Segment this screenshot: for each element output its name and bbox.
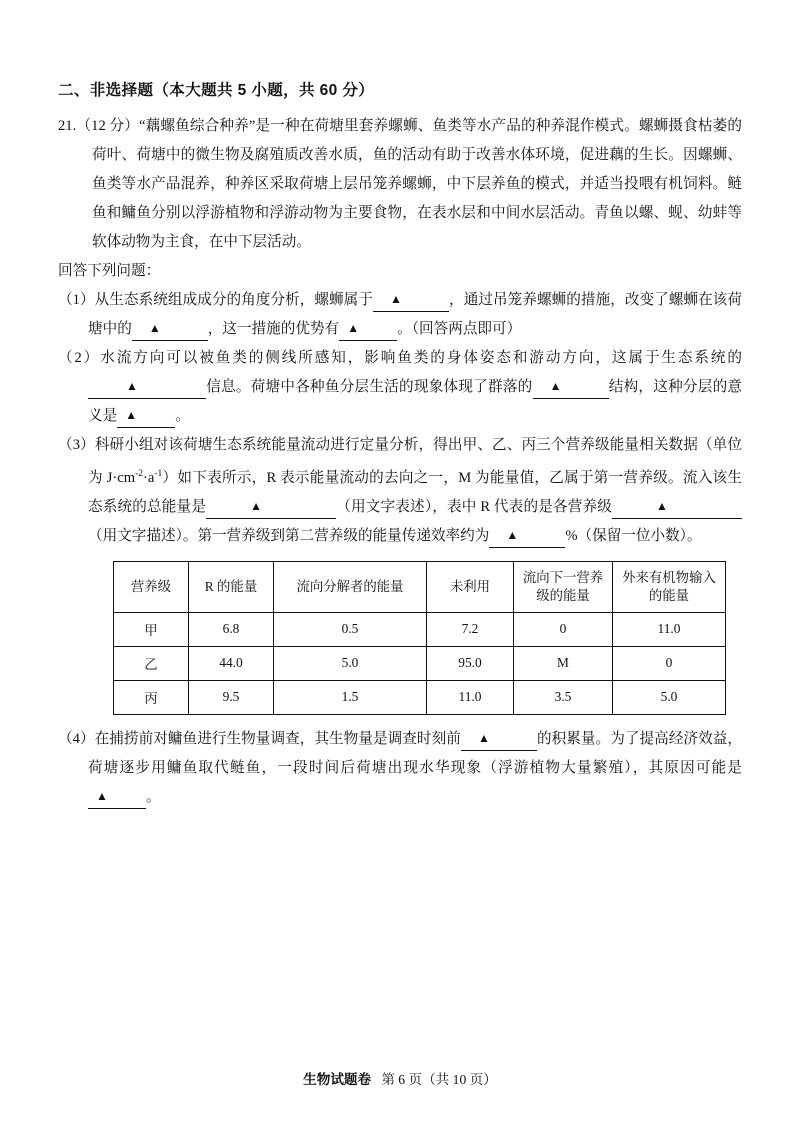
answer-blank[interactable]: ▲	[533, 375, 609, 399]
table-cell: 乙	[114, 646, 189, 680]
sub-3-text-d: （用文字描述）。第一营养级到第二营养级的能量传递效率约为	[88, 527, 490, 544]
table-row	[114, 646, 726, 680]
table-cell: 丙	[114, 680, 189, 714]
question-21-sub-3	[58, 431, 742, 551]
table-row	[114, 612, 726, 646]
sub-3-percent: %	[565, 527, 578, 544]
sub-4-label: （4）	[58, 730, 95, 747]
table-cell: 1.5	[274, 680, 427, 714]
energy-flow-table	[113, 561, 726, 715]
sub-3-text-b: ）如下表所示，R 表示能量流动的去向之一，M 为能量值，乙属于第一营养级。流入该生态系统的总能量是	[88, 469, 742, 515]
table-cell: 0	[514, 612, 613, 646]
answer-blank[interactable]: ▲	[339, 317, 397, 341]
question-21-sub-2	[58, 344, 742, 431]
sub-4-text-c: 。	[146, 788, 161, 805]
answer-blank[interactable]: ▲	[206, 495, 336, 519]
sub-1-text-a: 从生态系统组成成分的角度分析，螺蛳属于	[94, 292, 373, 308]
answer-blank[interactable]: ▲	[117, 404, 175, 428]
answer-blank[interactable]: ▲	[88, 375, 206, 399]
question-21-stem-text: “藕螺鱼综合种养”是一种在荷塘里套养螺蛳、鱼类等水产品的种养混作模式。螺蛳摄食枯萎的荷叶、荷塘中的微生物及腐殖质改善水质，鱼的活动有助于改善水体环境，促进藕的生长。因螺蛳、鱼类等水产品混养，种养区采取荷塘上层吊笼养螺蛳，中下层养鱼的模式，并适当投喂有机饲料。鲢鱼和鳙鱼分别以浮游植物和浮游动物为主要食物，在表水层和中间水层活动。青鱼以螺、蚬、幼蚌等软体动物为主食，在中下层活动。	[92, 118, 742, 250]
sub-3-unit-sup2: -1	[154, 469, 163, 479]
table-cell: 7.2	[427, 612, 514, 646]
table-cell: 9.5	[189, 680, 274, 714]
sub-3-unit-mid: ·a	[143, 469, 155, 486]
sub-3-text-e: （保留一位小数）。	[577, 527, 702, 544]
sub-2-text-b: 信息。荷塘中各种鱼分层生活的现象体现了群落的	[206, 379, 533, 395]
question-21-number: 21.	[58, 118, 77, 134]
sub-2-label: （2）	[58, 350, 101, 366]
sub-1-label: （1）	[58, 292, 95, 308]
sub-1-text-b: ，通过吊笼养螺蛳的措施，改变了螺蛳在该荷塘中的	[88, 292, 742, 337]
sub-3-label: （3）	[58, 437, 95, 453]
table-header-cell: 流向下一营养级的能量	[514, 561, 613, 612]
sub-2-text-c: 结构，这种分层的意义是	[88, 379, 742, 424]
table-cell: 5.0	[274, 646, 427, 680]
table-cell: 11.0	[613, 612, 726, 646]
sub-4-text-a: 在捕捞前对鳙鱼进行生物量调查，其生物量是调查时刻前	[94, 730, 461, 747]
sub-2-text-d: 。	[175, 408, 190, 424]
question-21-prompt: 回答下列问题：	[58, 263, 161, 279]
sub-3-text-a: 科研小组对该荷塘生态系统能量流动进行定量分析，得出甲、乙、丙三个营养级能量相关数据（单位为 J·cm	[88, 437, 742, 486]
table-cell: 甲	[114, 612, 189, 646]
table-cell: 6.8	[189, 612, 274, 646]
table-header-cell: 营养级	[114, 561, 189, 612]
table-header-row	[114, 561, 726, 612]
page-footer	[0, 1068, 800, 1088]
sub-3-unit-sup1: -2	[135, 469, 144, 479]
sub-1-text-c: ，这一措施的优势有	[207, 321, 340, 337]
question-21-stem	[58, 112, 742, 257]
table-cell: 0.5	[274, 612, 427, 646]
question-21-sub-1	[58, 286, 742, 344]
table-cell: 11.0	[427, 680, 514, 714]
answer-blank[interactable]: ▲	[612, 495, 742, 519]
table-header-cell: 外来有机物输入的能量	[613, 561, 726, 612]
section-heading: 二、非选择题（本大题共 5 小题，共 60 分）	[58, 82, 375, 99]
table-cell: 0	[613, 646, 726, 680]
table-cell: M	[514, 646, 613, 680]
table-cell: 44.0	[189, 646, 274, 680]
answer-blank[interactable]: ▲	[88, 785, 146, 809]
table-header-cell: 未利用	[427, 561, 514, 612]
question-21	[58, 112, 742, 812]
question-21-score: （12 分）	[76, 118, 140, 134]
sub-1-text-d: 。（回答两点即可）	[397, 321, 522, 337]
footer-page-info: 第 6 页（共 10 页）	[381, 1072, 497, 1087]
answer-blank[interactable]: ▲	[461, 727, 537, 751]
footer-doc-title: 生物试题卷	[303, 1072, 372, 1087]
table-header-cell: R 的能量	[189, 561, 274, 612]
table-cell: 3.5	[514, 680, 613, 714]
table-cell: 95.0	[427, 646, 514, 680]
table-row	[114, 680, 726, 714]
sub-4-text-b: 的积累量。为了提高经济效益，荷塘逐步用鳙鱼取代鲢鱼，一段时间后荷塘出现水华现象（浮游植物大量繁殖），其原因可能是	[88, 730, 742, 776]
answer-blank[interactable]: ▲	[489, 524, 565, 548]
question-21-sub-4	[58, 725, 742, 812]
table-header-cell: 流向分解者的能量	[274, 561, 427, 612]
answer-blank[interactable]: ▲	[373, 288, 449, 312]
sub-3-text-c: （用文字表述），表中 R 代表的是各营养级	[336, 498, 612, 515]
sub-2-text-a: 水流方向可以被鱼类的侧线所感知，影响鱼类的身体姿态和游动方向，这属于生态系统的	[100, 350, 742, 366]
answer-blank[interactable]: ▲	[132, 317, 208, 341]
table-cell: 5.0	[613, 680, 726, 714]
